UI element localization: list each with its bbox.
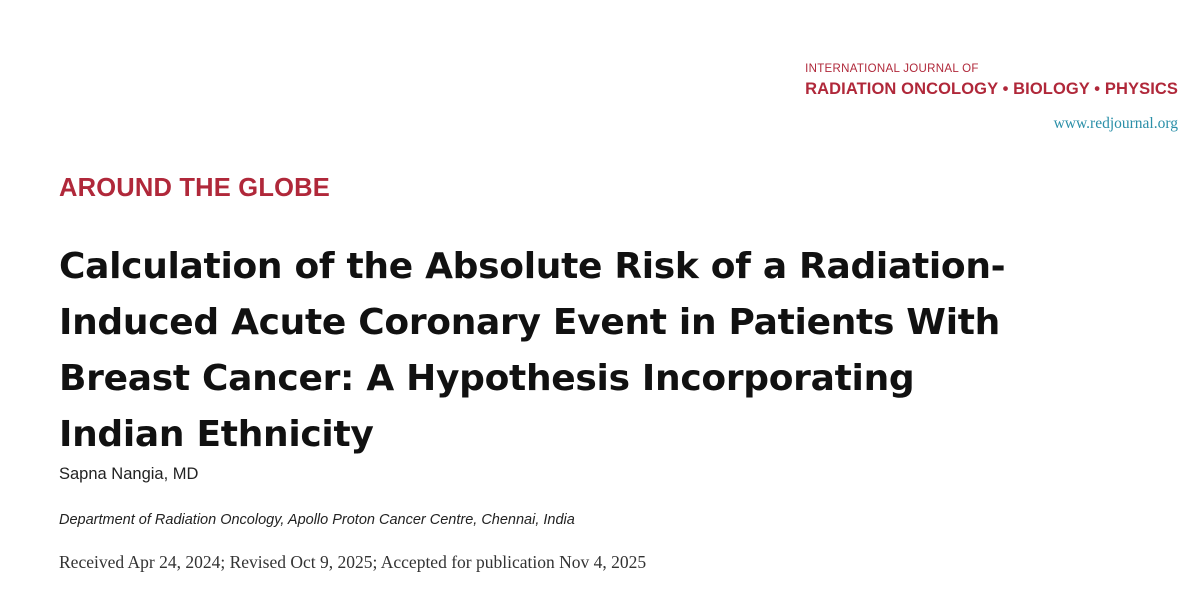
article-title: [59, 239, 1059, 463]
journal-url-link[interactable]: www.redjournal.org: [1053, 115, 1178, 132]
publication-history: Received Apr 24, 2024; Revised Oct 9, 2025; Accepted for publication Nov 4, 2025: [59, 552, 647, 572]
section-label: AROUND THE GLOBE: [59, 174, 330, 202]
article-title-line: Indian Ethnicity: [59, 414, 374, 455]
article-title-line: Breast Cancer: A Hypothesis Incorporating: [59, 358, 915, 399]
author-name: Sapna Nangia, MD: [59, 465, 199, 483]
article-title-line: Induced Acute Coronary Event in Patients With: [59, 302, 1000, 343]
journal-name: RADIATION ONCOLOGY • BIOLOGY • PHYSICS: [805, 80, 1178, 98]
journal-header: [805, 60, 1178, 100]
article-title-line: Calculation of the Absolute Risk of a Radiation-: [59, 246, 1006, 287]
author-affiliation: Department of Radiation Oncology, Apollo Proton Cancer Centre, Chennai, India: [59, 512, 575, 528]
journal-top-line: INTERNATIONAL JOURNAL OF: [805, 63, 979, 75]
